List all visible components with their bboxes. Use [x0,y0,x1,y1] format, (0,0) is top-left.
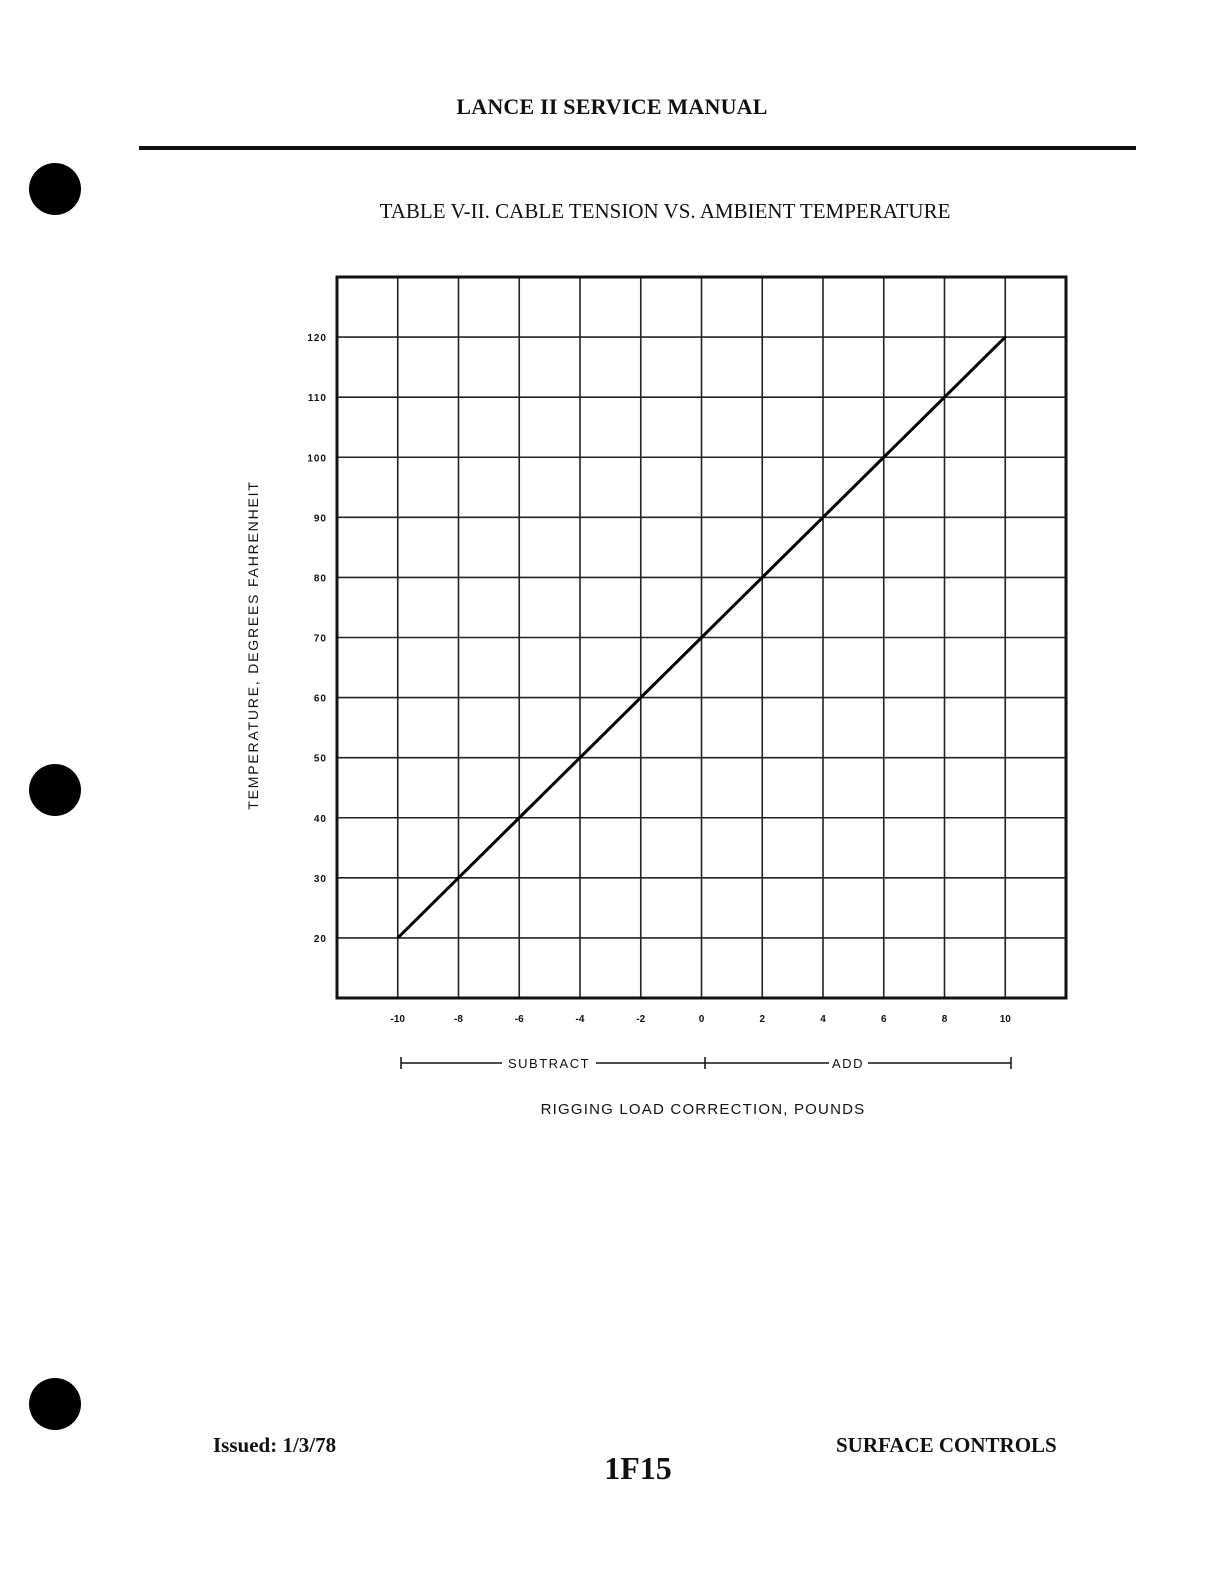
y-axis-label: TEMPERATURE, DEGREES FAHRENHEIT [245,480,261,810]
x-tick-label: 6 [880,1014,887,1025]
issued-date: Issued: 1/3/78 [213,1433,337,1457]
x-tick-label: 0 [698,1014,705,1025]
x-tick-label: -4 [575,1014,585,1025]
x-tick-label: 2 [759,1014,766,1025]
data-point [701,637,703,639]
y-tick-label: 100 [307,453,327,465]
page-number: 1F15 [604,1450,672,1486]
subtract-add-band [401,1056,1011,1071]
data-point [761,577,763,579]
data-point [458,877,460,879]
y-tick-label: 120 [307,333,327,345]
data-point [579,757,581,759]
y-tick-label: 50 [313,753,327,765]
x-tick-label: 10 [999,1014,1011,1025]
y-tick-label: 30 [313,873,327,885]
x-tick-label: 4 [820,1014,826,1025]
data-point [640,697,642,699]
manual-header-title: LANCE II SERVICE MANUAL [456,94,768,119]
x-tick-label: 8 [941,1014,948,1025]
data-point [397,937,399,939]
y-tick-label: 70 [313,633,327,645]
y-tick-label: 60 [313,693,327,705]
data-point [1004,336,1006,338]
y-tick-label: 80 [313,573,327,585]
data-point [883,456,885,458]
x-tick-label: -2 [636,1014,646,1025]
x-axis-label: RIGGING LOAD CORRECTION, POUNDS [540,1101,866,1118]
subtract-label: SUBTRACT [507,1056,591,1071]
x-tick-labels [391,1014,1012,1025]
add-label: ADD [832,1056,864,1071]
data-point [518,817,520,819]
data-point [944,396,946,398]
y-tick-label: 90 [313,513,327,525]
x-tick-label: -8 [454,1014,463,1025]
y-tick-label: 20 [313,933,327,945]
data-point [822,517,824,519]
y-tick-labels [307,333,327,945]
x-tick-label: -6 [514,1014,524,1025]
table-title: TABLE V-II. CABLE TENSION VS. AMBIENT TEMPERATURE [379,199,951,223]
y-tick-label: 110 [307,393,327,405]
section-name: SURFACE CONTROLS [836,1433,1057,1457]
x-tick-label: -10 [390,1014,405,1025]
y-tick-label: 40 [313,813,327,825]
